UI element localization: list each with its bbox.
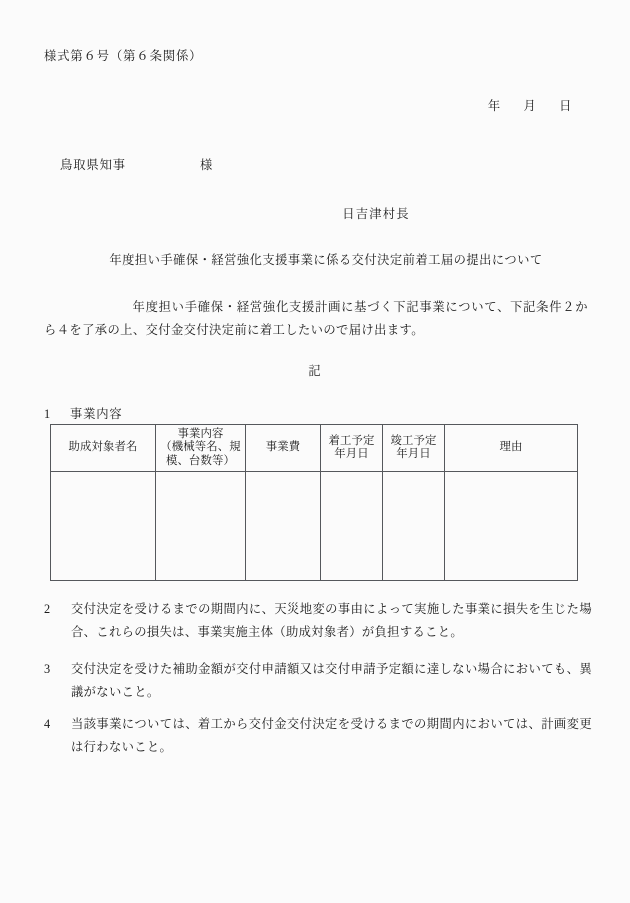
table-cell-business-content[interactable]: [156, 472, 246, 581]
header-line: 竣工予定: [390, 434, 437, 447]
condition-text: 交付決定を受けた補助金額が交付申請額又は交付申請予定額に達しない場合においても、異議がないこと。: [71, 662, 592, 699]
sender-name: 日吉津村長: [342, 207, 410, 221]
condition-number: 3: [44, 662, 51, 676]
header-line: 理由: [499, 441, 523, 454]
table-header-cell: [246, 425, 321, 472]
addressee-name: 鳥取県知事: [60, 158, 126, 172]
header-line: 着工予定: [328, 434, 375, 447]
ki-marker: 記: [308, 364, 322, 378]
date-line: [0, 96, 630, 114]
header-line: 助成対象者名: [68, 441, 138, 454]
business-content-table-wrapper: [50, 424, 577, 581]
document-title: 年度担い手確保・経営強化支援事業に係る交付決定前着工届の提出について: [109, 253, 543, 267]
table-cell-recipient-name[interactable]: [51, 472, 156, 581]
table-cell-reason[interactable]: [445, 472, 578, 581]
header-line: 年月日: [334, 448, 369, 460]
business-content-table: [50, 424, 578, 581]
date-month-label: 月: [523, 99, 537, 113]
body-paragraph: 年度担い手確保・経営強化支援計画に基づく下記事業について、下記条件２から４を了承の上、交付金交付決定前に着工したいので届け出ます。: [44, 300, 588, 337]
table-header-cell: [383, 425, 445, 472]
date-year-label: 年: [487, 99, 501, 113]
header-line: 年月日: [396, 448, 431, 460]
addressee: [60, 155, 213, 173]
section-1-number: 1: [44, 407, 51, 421]
table-header-row: [51, 425, 578, 472]
table-cell-start-date[interactable]: [321, 472, 383, 581]
header-line: （機械等名、規: [160, 441, 241, 454]
table-cell-completion-date[interactable]: [383, 472, 445, 581]
table-cell-business-cost[interactable]: [246, 472, 321, 581]
table-row: [51, 472, 578, 581]
condition-item: [44, 713, 592, 758]
table-header-cell: [445, 425, 578, 472]
header-line: 事業費: [265, 441, 301, 454]
addressee-honorific: 様: [200, 158, 214, 172]
section-1-label: 事業内容: [70, 407, 123, 421]
date-day-label: 日: [559, 99, 572, 113]
form-number: 様式第６号（第６条関係）: [44, 49, 203, 63]
condition-item: [44, 598, 592, 643]
condition-text: 交付決定を受けるまでの期間内に、天災地変の事由によって実施した事業に損失を生じた場合、これらの損失は、事業実施主体（助成対象者）が負担すること。: [71, 602, 592, 639]
condition-item: [44, 658, 592, 703]
header-line: 模、台数等）: [166, 454, 235, 467]
condition-number: 4: [44, 717, 51, 731]
header-line: 事業内容: [177, 427, 224, 440]
table-header-cell: [321, 425, 383, 472]
section-1-heading: [44, 404, 122, 422]
table-header-cell: [156, 425, 246, 472]
condition-text: 当該事業については、着工から交付金交付決定を受けるまでの期間内においては、計画変更は行わないこと。: [71, 717, 592, 754]
table-header-cell: [51, 425, 156, 472]
condition-number: 2: [44, 602, 51, 616]
